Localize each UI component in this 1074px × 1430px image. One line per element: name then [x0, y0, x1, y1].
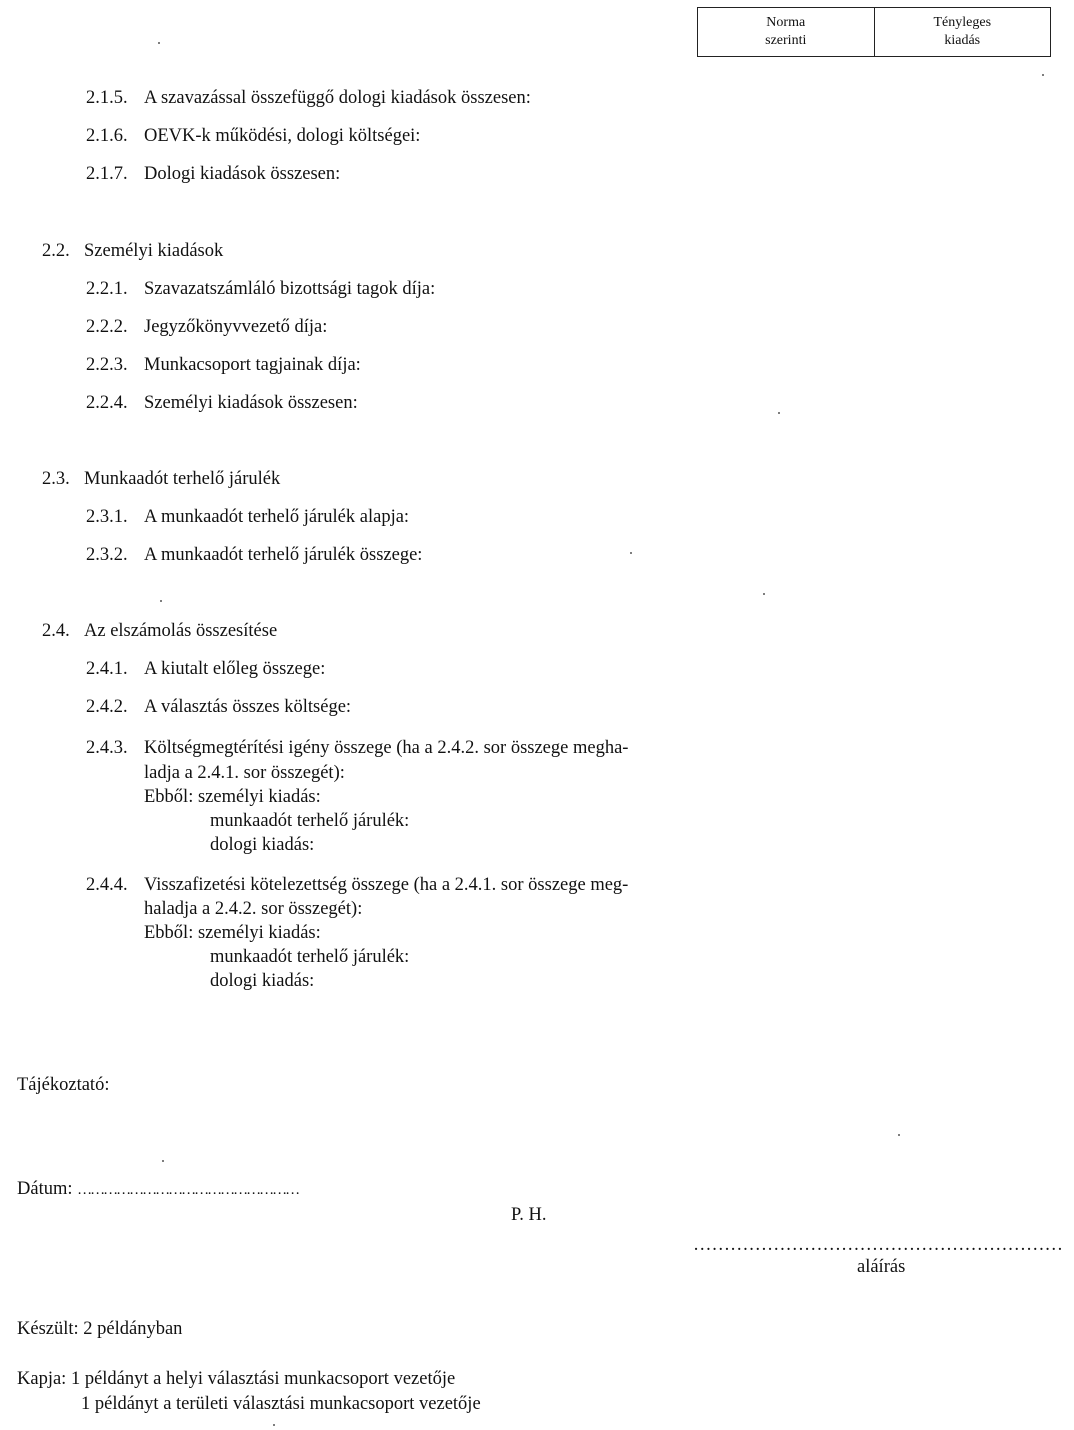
section-title: Munkaadót terhelő járulék: [84, 469, 281, 489]
item-text: A választás összes költsége:: [144, 697, 352, 717]
header-tenyleges-kiadas: [874, 8, 1051, 56]
scan-speck: [160, 600, 162, 602]
section-number: 2.3.: [42, 469, 70, 489]
kapja-recipient-2: 1 példányt a területi választási munkacsoport vezetője: [81, 1394, 481, 1414]
section-2-4-heading: [42, 622, 277, 641]
scan-speck: [763, 593, 765, 595]
item-text-line1: Költségmegtérítési igény összege (ha a 2.4.2. sor összege megha-: [144, 738, 629, 758]
keszult-text: Készült: 2 példányban: [17, 1319, 183, 1339]
item-2-4-3-ebbol: [144, 788, 321, 807]
scan-speck: [778, 412, 780, 414]
item-text: A kiutalt előleg összege:: [144, 659, 326, 679]
sub-dologi: dologi kiadás:: [210, 835, 315, 855]
item-2-2-1: [86, 280, 435, 299]
item-2-1-7: [86, 165, 340, 184]
sub-szemelyi: személyi kiadás:: [197, 923, 321, 943]
item-number: 2.1.6.: [86, 126, 128, 146]
section-2-2-heading: [42, 242, 223, 261]
column-header-table: [697, 7, 1051, 57]
item-text: Szavazatszámláló bizottsági tagok díja:: [144, 279, 436, 299]
kapja-recipient-1: 1 példányt a helyi választási munkacsoport vezetője: [70, 1369, 456, 1389]
scan-speck: [273, 1424, 275, 1426]
item-number: 2.3.1.: [86, 507, 128, 527]
item-text: A munkaadót terhelő járulék alapja:: [144, 507, 410, 527]
section-title: Az elszámolás összesítése: [84, 621, 278, 641]
item-2-4-1: [86, 660, 325, 679]
item-2-4-3: [86, 739, 628, 758]
item-2-1-6: [86, 127, 420, 146]
item-number: 2.4.3.: [86, 738, 128, 758]
item-2-2-2: [86, 318, 327, 337]
item-2-3-2: [86, 546, 422, 565]
item-2-1-5: [86, 89, 531, 108]
signature-label: aláírás: [857, 1257, 906, 1277]
item-number: 2.1.7.: [86, 164, 128, 184]
section-number: 2.2.: [42, 241, 70, 261]
item-text: Munkacsoport tagjainak díja:: [144, 355, 361, 375]
item-text-line1: Visszafizetési kötelezettség összege (ha a 2.4.1. sor összege meg-: [144, 875, 629, 895]
item-number: 2.2.3.: [86, 355, 128, 375]
header-col1-line2: szerinti: [765, 33, 807, 48]
scan-speck: [1042, 74, 1044, 76]
item-number: 2.1.5.: [86, 88, 128, 108]
section-2-3-heading: [42, 470, 280, 489]
header-col2-line1: Tényleges: [933, 15, 992, 30]
scan-speck: [630, 552, 632, 554]
item-2-4-4-line2: haladja a 2.4.2. sor összegét):: [144, 899, 363, 919]
item-2-4-2: [86, 698, 351, 717]
section-title: Személyi kiadások: [84, 241, 224, 261]
item-2-4-4-ebbol: [144, 924, 321, 943]
item-number: 2.4.1.: [86, 659, 128, 679]
kapja-label: Kapja:: [17, 1369, 67, 1389]
sub-munkaado: munkaadót terhelő járulék:: [210, 811, 410, 831]
item-text: Személyi kiadások összesen:: [144, 393, 358, 413]
signature-field[interactable]: ……………………………………………………: [693, 1235, 1063, 1255]
ebbol-label: Ebből:: [144, 923, 194, 943]
item-number: 2.4.4.: [86, 875, 128, 895]
item-text: Jegyzőkönyvvezető díja:: [144, 317, 328, 337]
item-text: OEVK-k működési, dologi költségei:: [144, 126, 421, 146]
item-2-2-3: [86, 356, 361, 375]
header-norma-szerinti: [698, 8, 874, 56]
datum-label: Dátum:: [17, 1179, 73, 1199]
sub-dologi: dologi kiadás:: [210, 971, 315, 991]
ebbol-label: Ebből:: [144, 787, 194, 807]
header-col2-line2: kiadás: [944, 33, 981, 48]
header-col1-line1: Norma: [766, 15, 806, 30]
item-number: 2.2.2.: [86, 317, 128, 337]
item-number: 2.3.2.: [86, 545, 128, 565]
item-text: A szavazással összefüggő dologi kiadások összesen:: [144, 88, 531, 108]
item-number: 2.2.1.: [86, 279, 128, 299]
datum-field[interactable]: ……………………………………………: [77, 1182, 299, 1198]
item-2-3-1: [86, 508, 409, 527]
scan-speck: [898, 1134, 900, 1136]
sub-munkaado: munkaadót terhelő járulék:: [210, 947, 410, 967]
kapja-line-1: [17, 1370, 455, 1389]
tajekoztato-label: Tájékoztató:: [17, 1075, 110, 1095]
ph-stamp-placeholder: P. H.: [511, 1205, 547, 1225]
item-number: 2.4.2.: [86, 697, 128, 717]
item-2-2-4: [86, 394, 358, 413]
scan-speck: [158, 42, 160, 44]
item-2-4-3-line2: ladja a 2.4.1. sor összegét):: [144, 763, 345, 783]
item-text: Dologi kiadások összesen:: [144, 164, 341, 184]
sub-szemelyi: személyi kiadás:: [197, 787, 321, 807]
datum-line: [17, 1180, 298, 1199]
section-number: 2.4.: [42, 621, 70, 641]
item-number: 2.2.4.: [86, 393, 128, 413]
scan-speck: [162, 1160, 164, 1162]
item-text: A munkaadót terhelő járulék összege:: [144, 545, 423, 565]
item-2-4-4: [86, 876, 628, 895]
